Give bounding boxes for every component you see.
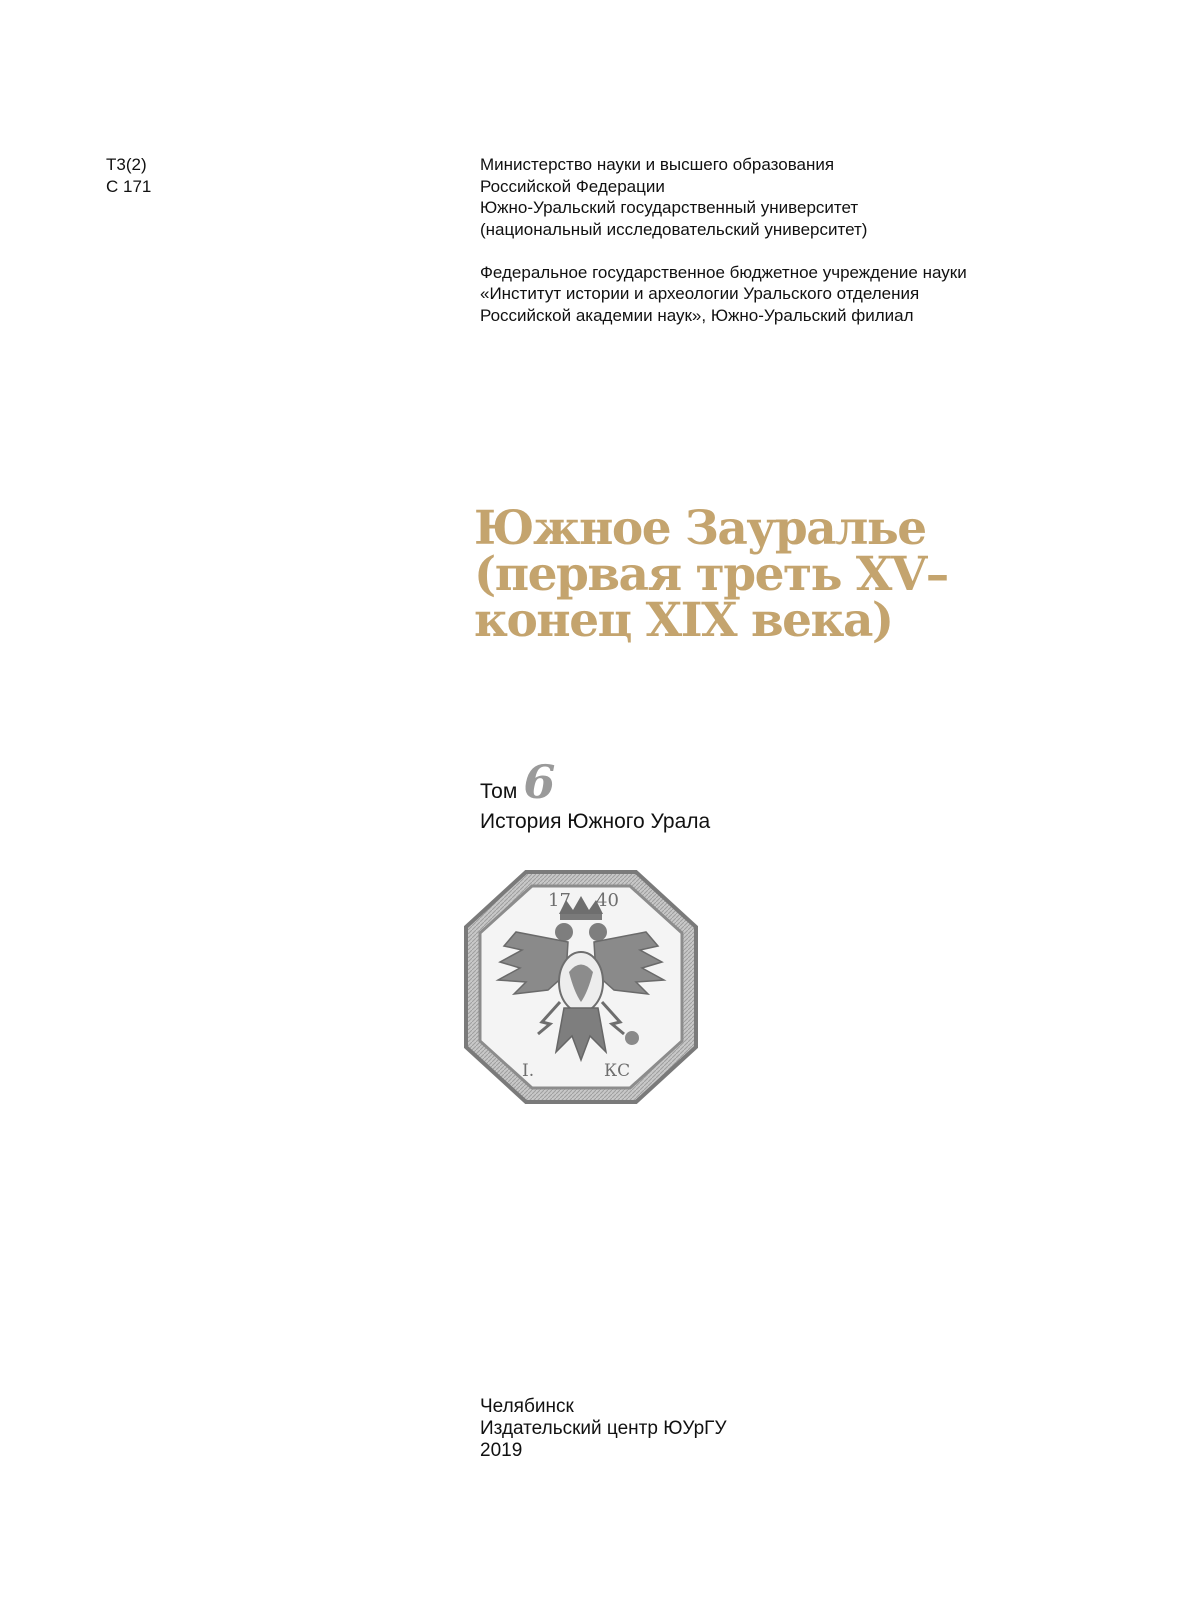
bbk-code: Т3(2) xyxy=(106,155,147,174)
volume-info xyxy=(480,755,711,835)
seal-letters-left: I. xyxy=(522,1061,535,1081)
organization-line: Южно-Уральский государственный университет xyxy=(480,198,859,217)
seal-letters-right: КС xyxy=(604,1061,631,1081)
organization-block-institute xyxy=(480,262,967,327)
seal-year-right: 40 xyxy=(596,890,619,911)
imprint-publisher: Издательский центр ЮУрГУ xyxy=(480,1418,727,1439)
title-line: Южное Зауралье xyxy=(474,501,926,556)
organization-line: Министерство науки и высшего образования xyxy=(480,155,835,174)
imprint-year: 2019 xyxy=(480,1440,523,1461)
volume-number: 6 xyxy=(523,755,556,809)
organization-line: Российской Федерации xyxy=(480,176,665,196)
author-mark: С 171 xyxy=(106,176,152,196)
publishing-organizations xyxy=(480,154,967,348)
organization-line: Российской академии наук», Южно-Уральский филиал xyxy=(480,305,914,325)
series-title: История Южного Урала xyxy=(480,810,711,833)
seal-year-left: 17 xyxy=(548,890,571,911)
seal-emblem-icon xyxy=(456,862,706,1112)
organization-line: «Институт истории и археологии Уральского отделения xyxy=(480,284,920,303)
classification-codes xyxy=(106,154,151,197)
organization-line: Федеральное государственное бюджетное учреждение науки xyxy=(480,262,967,282)
title-line: (первая треть XV– xyxy=(474,547,948,602)
imprint-city: Челябинск xyxy=(480,1396,574,1417)
book-title xyxy=(474,501,948,648)
volume-row xyxy=(480,755,710,809)
volume-label: Том xyxy=(480,780,518,803)
seal-image xyxy=(456,862,706,1112)
organization-block-ministry xyxy=(480,154,967,240)
imprint xyxy=(480,1396,727,1462)
organization-line: (национальный исследовательский университет) xyxy=(480,219,868,239)
title-line: конец XIX века) xyxy=(474,593,893,648)
